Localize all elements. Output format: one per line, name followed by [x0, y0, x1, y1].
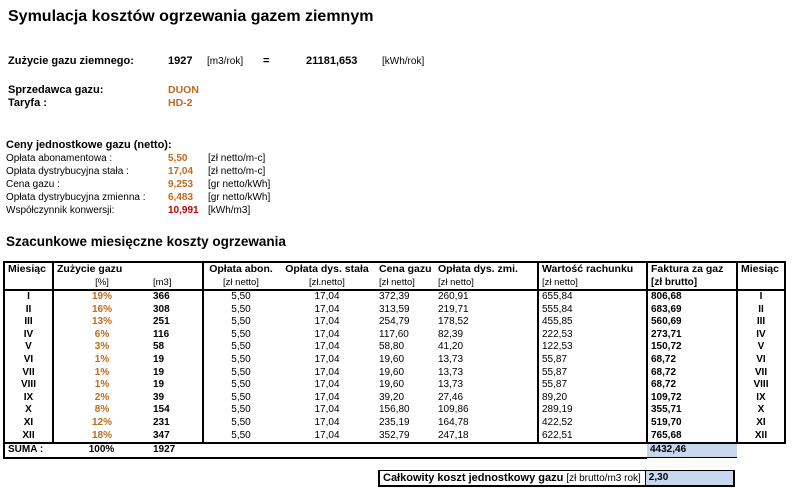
row-wartosc: 455,85 [538, 316, 647, 329]
header-month: Miesiąc [4, 262, 53, 276]
row-pct: 1% [53, 367, 150, 380]
header-abon: Opłata abon. [203, 262, 278, 276]
table-row [4, 392, 785, 405]
table-row [4, 329, 785, 342]
row-month: V [4, 341, 53, 354]
row-stala: 17,04 [278, 430, 376, 444]
row-wartosc: 222,53 [538, 329, 647, 342]
row-abon: 5,50 [203, 290, 278, 304]
row-cena: 58,80 [379, 341, 405, 353]
row-stala: 17,04 [314, 416, 340, 428]
row-month: VII [4, 367, 53, 380]
row-month: XII [4, 430, 53, 444]
row-month: IV [4, 329, 53, 342]
header-month-right: Miesiąc [737, 262, 785, 276]
row-pct: 16% [53, 304, 150, 317]
row-wartosc: 55,87 [538, 379, 647, 392]
unit-dys-zm: [zł netto] [435, 276, 538, 290]
row-zm: 27,46 [438, 391, 464, 403]
sum-label: SUMA : [4, 443, 53, 458]
row-abon: 5,50 [203, 329, 278, 342]
header-faktura: Faktura za gaz [647, 262, 737, 276]
row-stala: 17,04 [314, 303, 340, 315]
row-stala: 17,04 [314, 353, 340, 365]
row-wartosc: 655,84 [538, 290, 647, 304]
row-stala: 17,04 [314, 404, 340, 416]
price-value: 17,04 [168, 166, 194, 177]
row-m3: 308 [153, 303, 170, 315]
row-cena: 372,39 [379, 291, 410, 302]
row-abon: 5,50 [203, 316, 278, 329]
sum-m3: 1927 [150, 443, 203, 458]
row-cena: 19,60 [379, 366, 405, 378]
price-unit: [zł netto/m-c] [208, 166, 266, 177]
tariff-label: Taryfa : [8, 97, 47, 109]
row-month: III [4, 316, 53, 329]
table-row [4, 341, 785, 354]
price-unit: [gr netto/kWh] [208, 179, 271, 190]
row-abon: 5,50 [203, 304, 278, 317]
unit-pct: [%] [53, 276, 150, 290]
price-label: Opłata dystrybucyjna zmienna : [6, 192, 146, 203]
row-month: X [4, 404, 53, 417]
row-abon: 5,50 [203, 430, 278, 444]
row-m3: 39 [153, 391, 165, 403]
price-value: 6,483 [168, 192, 194, 203]
row-stala: 17,04 [314, 366, 340, 378]
row-pct: 19% [53, 290, 150, 304]
row-zm: 13,73 [438, 366, 464, 378]
table-row [4, 404, 785, 417]
unit-abon: [zł netto] [203, 276, 278, 290]
equals-sign: = [263, 55, 270, 67]
row-month-right: XI [737, 417, 785, 430]
row-wartosc: 55,87 [538, 367, 647, 380]
row-month: IX [4, 392, 53, 405]
table-row [4, 316, 785, 329]
row-m3: 19 [153, 353, 165, 365]
unit-cost-value: 2,30 [645, 471, 733, 485]
table-row [4, 304, 785, 317]
row-m3: 231 [153, 416, 170, 428]
table-row [4, 367, 785, 380]
monthly-costs-table [3, 261, 786, 459]
row-abon: 5,50 [203, 354, 278, 367]
row-faktura: 683,69 [647, 304, 737, 317]
row-cena: 156,80 [379, 404, 410, 416]
row-faktura: 150,72 [647, 341, 737, 354]
row-pct: 12% [53, 417, 150, 430]
header-wartosc: Wartość rachunku [538, 262, 647, 276]
row-faktura: 560,69 [647, 316, 737, 329]
row-zm: 247,18 [435, 430, 538, 444]
table-row [4, 430, 785, 444]
row-pct: 1% [53, 379, 150, 392]
row-month-right: IX [737, 392, 785, 405]
consumption-kwh-unit: [kWh/rok] [382, 56, 425, 67]
row-month: XI [4, 417, 53, 430]
row-pct: 3% [53, 341, 150, 354]
consumption-m3-unit: [m3/rok] [207, 56, 244, 67]
unit-cost-label: Całkowity koszt jednostkowy gazu [383, 472, 564, 484]
row-stala: 17,04 [314, 391, 340, 403]
row-abon: 5,50 [203, 379, 278, 392]
consumption-label: Zużycie gazu ziemnego: [8, 55, 134, 67]
row-m3: 347 [150, 430, 203, 444]
row-zm: 13,73 [438, 379, 464, 391]
page-title: Symulacja kosztów ogrzewania gazem ziemnym [8, 8, 374, 25]
header-cena: Cena gazu [376, 262, 435, 276]
row-zm: 41,20 [438, 341, 464, 353]
row-stala: 17,04 [314, 291, 340, 302]
row-abon: 5,50 [203, 341, 278, 354]
row-pct: 8% [53, 404, 150, 417]
row-cena: 352,79 [376, 430, 435, 444]
unit-faktura: [zł brutto] [647, 276, 737, 290]
row-abon: 5,50 [203, 404, 278, 417]
row-pct: 2% [53, 392, 150, 405]
row-faktura: 68,72 [647, 379, 737, 392]
row-stala: 17,04 [314, 328, 340, 340]
row-cena: 19,60 [379, 379, 405, 391]
row-abon: 5,50 [203, 417, 278, 430]
header-usage: Zużycie gazu [53, 262, 203, 276]
consumption-m3-value: 1927 [168, 55, 193, 67]
price-label: Współczynnik konwersji: [6, 205, 115, 216]
price-label: Cena gazu : [6, 179, 60, 190]
row-wartosc: 422,52 [538, 417, 647, 430]
table-row [4, 290, 785, 304]
price-unit: [zł netto/m-c] [208, 153, 266, 164]
row-cena: 19,60 [379, 353, 405, 365]
table-row [4, 379, 785, 392]
row-month-right: III [737, 316, 785, 329]
row-faktura: 519,70 [647, 417, 737, 430]
row-abon: 5,50 [203, 392, 278, 405]
seller-label: Sprzedawca gazu: [8, 84, 104, 96]
row-m3: 251 [153, 316, 170, 328]
unit-dys-stala: [zł.netto] [278, 276, 376, 290]
row-faktura: 109,72 [647, 392, 737, 405]
row-month-right: II [737, 304, 785, 317]
unit-m3: [m3] [150, 276, 203, 290]
row-month-right: VI [737, 354, 785, 367]
row-m3: 116 [153, 328, 170, 340]
row-month-right: VIII [737, 379, 785, 392]
seller-value: DUON [168, 84, 199, 96]
row-zm: 13,73 [438, 353, 464, 365]
row-abon: 5,50 [203, 367, 278, 380]
row-month: VI [4, 354, 53, 367]
row-zm: 164,78 [438, 416, 469, 428]
row-month-right: X [737, 404, 785, 417]
price-label: Opłata abonamentowa : [6, 153, 113, 164]
sum-row [4, 443, 785, 458]
row-m3: 154 [153, 404, 170, 416]
row-pct: 1% [53, 354, 150, 367]
row-faktura: 68,72 [647, 354, 737, 367]
row-wartosc: 622,51 [538, 430, 647, 444]
row-pct: 13% [53, 316, 150, 329]
row-cena: 39,20 [379, 391, 405, 403]
row-stala: 17,04 [314, 341, 340, 353]
row-zm: 178,52 [438, 316, 469, 328]
row-faktura: 806,68 [647, 290, 737, 304]
row-month-right: I [737, 290, 785, 304]
table-row [4, 354, 785, 367]
row-zm: 219,71 [438, 303, 469, 315]
row-wartosc: 555,84 [538, 304, 647, 317]
tariff-value: HD-2 [168, 97, 193, 109]
sum-pct: 100% [53, 443, 150, 458]
price-value: 9,253 [168, 179, 194, 190]
row-faktura: 355,71 [647, 404, 737, 417]
row-m3: 58 [153, 341, 165, 353]
price-value: 10,991 [168, 205, 199, 216]
row-cena: 117,60 [379, 328, 409, 340]
unit-cena: [zł netto] [376, 276, 435, 290]
row-month: II [4, 304, 53, 317]
row-month: I [4, 290, 53, 304]
row-wartosc: 289,19 [538, 404, 647, 417]
row-zm: 260,91 [438, 291, 469, 302]
row-month-right: IV [737, 329, 785, 342]
row-month-right: XII [737, 430, 785, 444]
row-wartosc: 89,20 [538, 392, 647, 405]
header-units-row [4, 276, 785, 290]
consumption-kwh-value: 21181,653 [306, 55, 358, 67]
table-row [4, 417, 785, 430]
row-m3: 366 [153, 291, 170, 302]
section-title: Szacunkowe miesięczne koszty ogrzewania [6, 234, 286, 249]
row-month-right: VII [737, 367, 785, 380]
row-faktura: 68,72 [647, 367, 737, 380]
header-dys-zm: Opłata dys. zmi. [435, 262, 538, 276]
unit-cost-box [378, 470, 735, 487]
row-wartosc: 55,87 [538, 354, 647, 367]
price-unit: [kWh/m3] [208, 205, 251, 216]
row-cena: 313,59 [379, 303, 410, 315]
row-faktura: 273,71 [647, 329, 737, 342]
row-m3: 19 [153, 379, 165, 391]
row-zm: 109,86 [438, 404, 469, 416]
row-wartosc: 122,53 [538, 341, 647, 354]
price-unit: [gr netto/kWh] [208, 192, 271, 203]
unit-cost-unit: [zł brutto/m3 rok] [566, 472, 641, 484]
header-row [4, 262, 785, 276]
row-pct: 6% [53, 329, 150, 342]
price-value: 5,50 [168, 153, 188, 164]
sum-faktura: 4432,46 [647, 443, 737, 458]
row-month-right: V [737, 341, 785, 354]
price-label: Opłata dystrybucyjna stała : [6, 166, 129, 177]
header-dys-stala: Opłata dys. stała [278, 262, 376, 276]
row-pct: 18% [53, 430, 150, 444]
row-zm: 82,39 [438, 328, 464, 340]
row-cena: 235,19 [379, 416, 410, 428]
row-stala: 17,04 [314, 316, 340, 328]
row-month: VIII [4, 379, 53, 392]
row-stala: 17,04 [314, 379, 340, 391]
row-m3: 19 [153, 366, 165, 378]
unit-wartosc: [zł netto] [538, 276, 647, 290]
prices-heading: Ceny jednostkowe gazu (netto): [6, 139, 172, 151]
row-faktura: 765,68 [647, 430, 737, 444]
row-cena: 254,79 [379, 316, 410, 328]
